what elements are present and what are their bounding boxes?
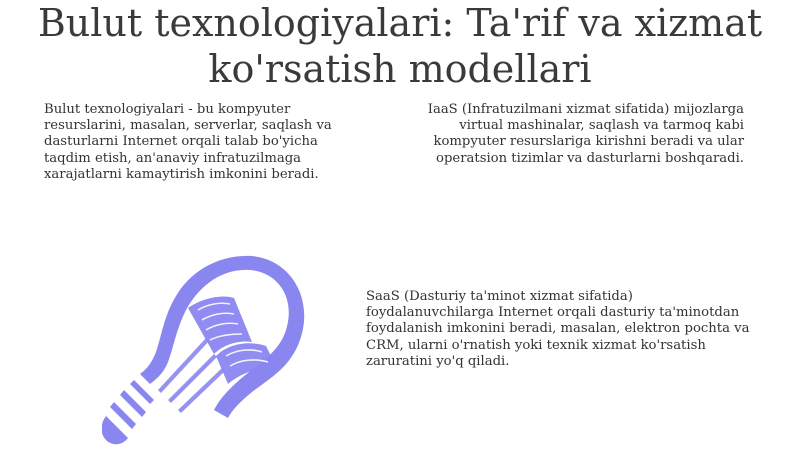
iaas-text: IaaS (Infratuzilmani xizmat sifatida) mijozlarga virtual mashinalar, saqlash va tarmoq kabi kompyuter resurslariga kirishni beradi va ular operatsion tizimlar va dasturlarni boshqaradi. <box>427 102 744 166</box>
saas-text: SaaS (Dasturiy ta'minot xizmat sifatida) foydalanuvchilarga Internet orqali dasturiy ta'minotdan foydalanish imkonini beradi, masalan, elektron pochta va CRM, ularni o'rnatish yoki texnik xizmat ko'rsatish zaruratini yo'q qiladi. <box>366 289 750 369</box>
slide-title: Bulut texnologiyalari: Ta'rif va xizmat ko'rsatish modellari <box>37 1 763 91</box>
lightbulb-with-book-icon <box>102 250 312 449</box>
definition-text: Bulut texnologiyalari - bu kompyuter resurslarini, masalan, serverlar, saqlash va dasturlarni Internet orqali talab bo'yicha taqdim etish, an'anaviy infratuzilmaga xarajatlarni kamaytirish imkonini beradi. <box>44 102 332 182</box>
